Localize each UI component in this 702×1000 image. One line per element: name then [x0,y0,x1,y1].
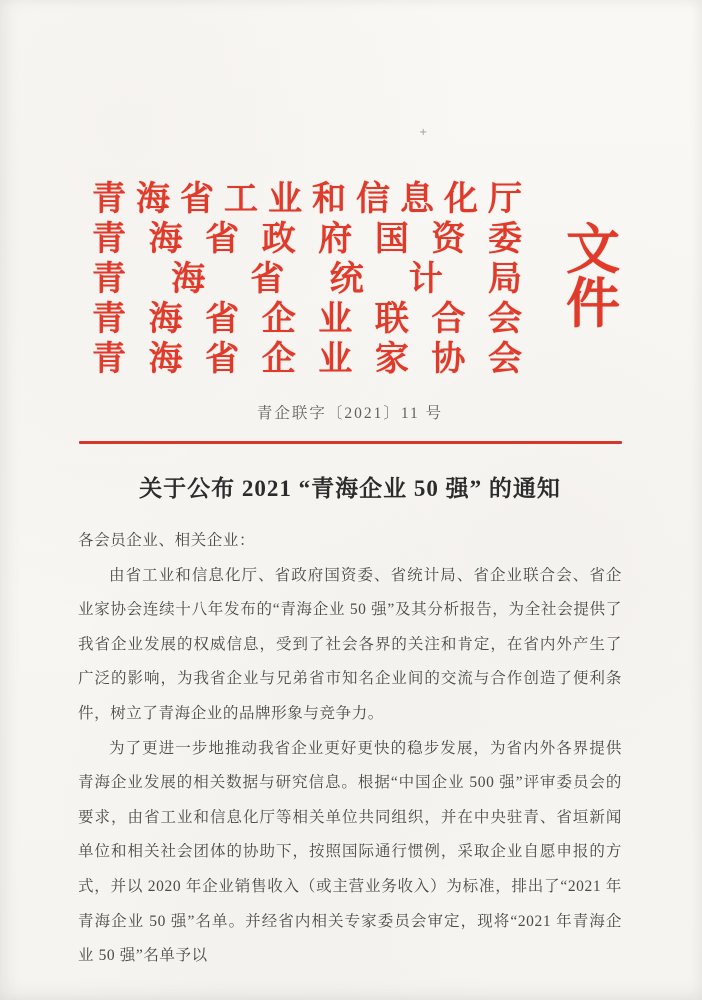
body-paragraph-2: 为了更进一步地推动我省企业更好更快的稳步发展，为省内外各界提供青海企业发展的相关数据与研究信息。根据“中国企业 500 强”评审委员会的要求，由省工业和信息化厅等相关单位共同组织，并在中央驻青、省垣新闻单位和相关社会团体的协助下，按照国际通行惯例，采取企业自愿申报的方式，并以 2020 年企业销售收入（或主营业务收入）为标准，排出了“2021 年青海企业 50 强”名单。并经省内相关专家委员会审定，现将“2021 年青海企业 50 强”名单予以 [78,739,622,965]
scan-registration-mark: + [419,127,428,138]
document-body [78,524,622,974]
red-separator-rule [79,441,622,444]
document-number: 青企联字〔2021〕11 号 [256,405,444,422]
org-line-statistics-bureau: 青 海 省 统 计 局 [92,261,522,298]
letterhead-org-lines [92,180,522,380]
org-line-industry-information-dept: 青 海 省 工 业 和 信 息 化 厅 [92,181,522,218]
salutation: 各会员企业、相关企业： [78,532,256,549]
org-line-enterprise-confederation: 青 海 省 企 业 联 合 会 [92,301,522,338]
body-paragraph-1: 由省工业和信息化厅、省政府国资委、省统计局、省企业联合会、省企业家协会连续十八年发布的“青海企业 50 强”及其分析报告，为全社会提供了我省企业发展的权威信息，受到了社会各界的关注和肯定，在省内外产生了广泛的影响，为我省企业与兄弟省市知名企业间的交流与合作创造了便利条件，树立了青海企业的品牌形象与竞争力。 [78,566,622,722]
document-title: 关于公布 2021 “青海企业 50 强” 的通知 [139,476,561,501]
org-line-sasac: 青 海 省 政 府 国 资 委 [92,221,522,258]
letterhead [92,180,618,380]
letterhead-document-word: 文件 [566,220,618,334]
org-line-entrepreneurs-association: 青 海 省 企 业 家 协 会 [92,341,522,378]
